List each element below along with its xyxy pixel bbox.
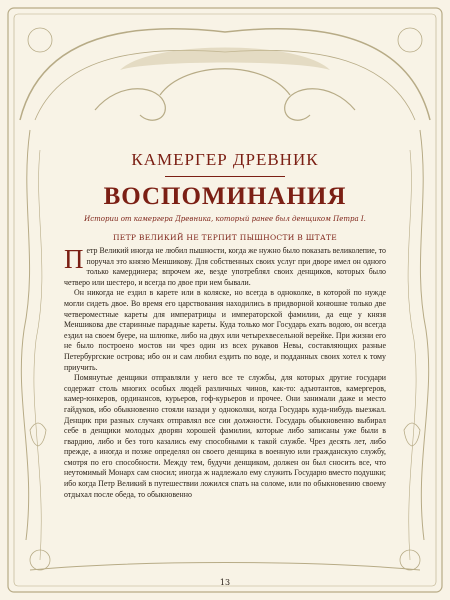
author-heading: КАМЕРГЕР ДРЕВНИК bbox=[131, 150, 319, 169]
drop-cap: П bbox=[64, 244, 84, 274]
paragraph-2: Он никогда не ездил в карете или в коляске, но всегда в одноколке, в которой по нужде могли сидеть двое. Во время его царствования находились в придворной конюшне только две четвероместные кареты для императрицы и императорской фамилии, да еще у князя Меншикова две старинные парадные кареты. Куда только мог Государь ехать водою, он всегда ездил на своем буере, на шлюпке, либо на двух или четырехвесельной верейке. При жизни его не было построено мостов ни чрез один из всех рукавов Невы, составляющих разные Петербургские острова; ибо он и сам любил ездить по воде, и подданных своих хотел к тому приучить. bbox=[64, 288, 386, 372]
paragraph-1: Петр Великий иногда не любил пышности, когда же нужно было показать великолепие, то поручал это князю Меншикову. Для собственных своих услуг при дворе имел он одного только камердинера; впрочем же, везде употреблял своих денщиков, которых было четверо или шестеро, и всегда по двое при нем бывали. bbox=[64, 244, 386, 287]
paragraph-3: Помянутые денщики отправляли у него все те службы, для которых другие государи содержат столь многих особых людей различных чинов, как-то: адъютантов, камергеров, камер-юнкеров, ординансов, курьеров, гоф-курьеров и прочее. Они занимали даже и место гайдуков, ибо обыкновенно стояли назади у одноколки, когда Государь куда-нибудь выезжал. Денщик при разных случаях отправлял все сии должности. Государь обыкновенно выбирал себе в денщики молодых дворян хорошей фамилии, которые либо записаны уже были в гвардию, либо и без того казались ему способными к такой службе. Чрез десять лет, либо прежде, а иногда и позже определял он своего денщика в военную или гражданскую службу, смотря по его способности. Между тем, будучи денщиком, должен он был сносить все, что неутомимый Монарх сам сносил; иногда ж надлежало ему служить Государю вместо подушки; ибо когда Петр Великий в путешествии ложился спать на соломе, или по обыкновению своему отдыхал после обеда, то обыкновенно bbox=[64, 373, 386, 499]
page-title: ВОСПОМИНАНИЯ bbox=[103, 183, 347, 210]
subtitle: Истории от камергера Древника, который ранее был денщиком Петра I. bbox=[84, 215, 366, 223]
page-content bbox=[64, 150, 386, 500]
section-heading: ПЕТР ВЕЛИКИЙ НЕ ТЕРПИТ ПЫШНОСТИ В ШТАТЕ bbox=[112, 233, 338, 242]
title-divider bbox=[165, 176, 285, 177]
page-number: 13 bbox=[219, 578, 231, 587]
